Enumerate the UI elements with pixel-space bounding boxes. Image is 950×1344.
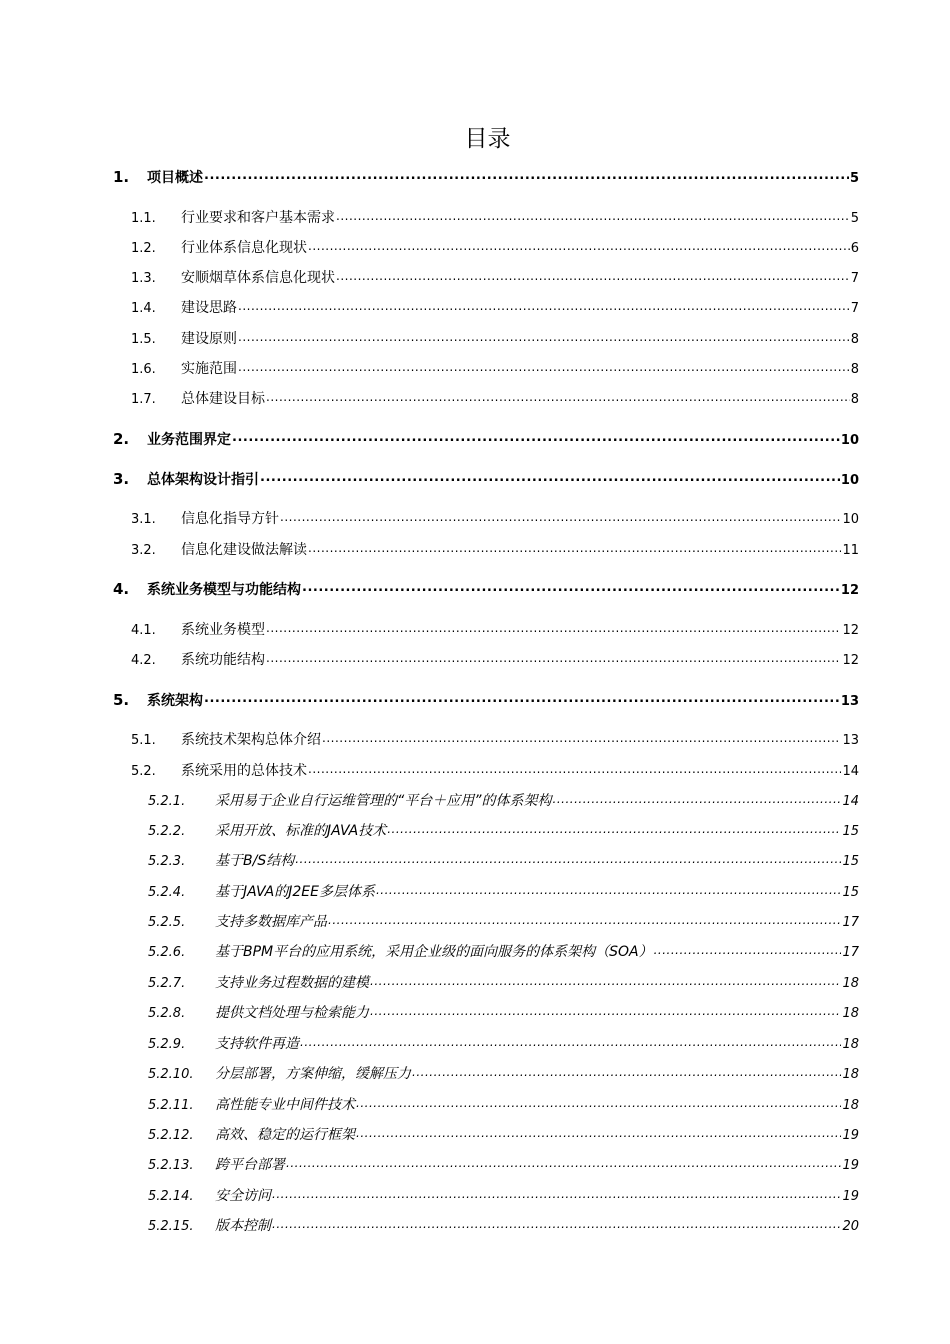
dot-leader xyxy=(336,268,850,282)
dot-leader xyxy=(266,389,850,403)
toc-entry[interactable] xyxy=(148,911,859,931)
toc-entry[interactable] xyxy=(148,1002,859,1022)
toc-entry-page: 7 xyxy=(850,301,859,316)
toc-entry-page: 5 xyxy=(849,171,859,186)
toc-entry-number: 5.2.14. xyxy=(148,1189,194,1204)
dot-leader xyxy=(286,1155,841,1169)
dot-leader xyxy=(204,691,840,705)
toc-entry[interactable] xyxy=(131,649,859,669)
toc-entry-label: 系统业务模型 xyxy=(181,622,265,638)
toc-entry-number: 1.2. xyxy=(131,241,156,256)
toc-entry-label: 采用开放、标准的JAVA技术 xyxy=(215,823,387,839)
dot-leader xyxy=(308,761,841,775)
toc-entry[interactable] xyxy=(148,790,859,810)
toc-entry-number: 5.2.4. xyxy=(148,885,186,900)
toc-entry[interactable] xyxy=(148,1154,859,1174)
toc-entry-page: 15 xyxy=(842,854,859,869)
toc-entry-page: 8 xyxy=(850,362,859,377)
toc-entry-number: 5.2.13. xyxy=(148,1158,194,1173)
toc-entry-page: 12 xyxy=(842,623,859,638)
toc-entry-number: 5.2.15. xyxy=(148,1219,194,1234)
toc-entry-page: 18 xyxy=(842,976,859,991)
dot-leader xyxy=(328,912,841,926)
dot-leader xyxy=(412,1064,841,1078)
toc-entry-label: 行业体系信息化现状 xyxy=(181,240,307,256)
toc-entry-page: 13 xyxy=(842,733,859,748)
toc-entry[interactable] xyxy=(148,1124,859,1144)
toc-entry-page: 13 xyxy=(840,694,859,709)
toc-entry-page: 10 xyxy=(840,473,859,488)
toc-entry-label: 系统功能结构 xyxy=(181,652,265,668)
toc-entry-number: 5.2. xyxy=(131,764,156,779)
dot-leader xyxy=(272,1216,841,1230)
toc-entry-page: 12 xyxy=(840,583,859,598)
toc-entry-label: 项目概述 xyxy=(147,170,203,186)
toc-entry[interactable] xyxy=(113,469,859,489)
toc-entry-number: 1.7. xyxy=(131,392,156,407)
toc-entry-label: 支持业务过程数据的建模 xyxy=(215,975,369,991)
toc-entry-number: 1.5. xyxy=(131,332,156,347)
dot-leader xyxy=(336,208,850,222)
toc-entry-page: 14 xyxy=(842,794,859,809)
toc-entry-page: 10 xyxy=(840,433,859,448)
toc-entry-number: 1.6. xyxy=(131,362,156,377)
dot-leader xyxy=(322,730,841,744)
toc-entry-number: 5.2.12. xyxy=(148,1128,194,1143)
toc-entry-number: 4.1. xyxy=(131,623,156,638)
toc-entry-number: 5.2.5. xyxy=(148,915,186,930)
toc-entry-number: 1. xyxy=(113,168,130,186)
toc-entry-label: 业务范围界定 xyxy=(147,432,231,448)
toc-entry-page: 6 xyxy=(850,241,859,256)
toc-entry-label: 建设原则 xyxy=(181,331,237,347)
toc-entry[interactable] xyxy=(148,820,859,840)
toc-entry-number: 5.2.9. xyxy=(148,1037,186,1052)
dot-leader xyxy=(238,329,850,343)
toc-entry[interactable] xyxy=(131,328,859,348)
toc-entry-page: 19 xyxy=(842,1128,859,1143)
toc-entry-number: 1.3. xyxy=(131,271,156,286)
toc-entry-page: 11 xyxy=(842,543,859,558)
toc-entry[interactable] xyxy=(113,579,859,599)
toc-entry-page: 19 xyxy=(842,1158,859,1173)
dot-leader xyxy=(356,1095,841,1109)
toc-entry[interactable] xyxy=(148,1185,859,1205)
dot-leader xyxy=(280,509,841,523)
toc-entry-page: 12 xyxy=(842,653,859,668)
dot-leader xyxy=(308,540,841,554)
dot-leader xyxy=(204,168,849,182)
toc-entry-number: 5.2.6. xyxy=(148,945,186,960)
toc-entry-page: 18 xyxy=(842,1098,859,1113)
dot-leader xyxy=(232,430,840,444)
toc-entry[interactable] xyxy=(113,429,859,449)
toc-entry-label: 系统架构 xyxy=(147,693,203,709)
toc-entry-label: 系统技术架构总体介绍 xyxy=(181,732,321,748)
toc-entry-label: 高性能专业中间件技术 xyxy=(215,1097,355,1113)
toc-entry-page: 20 xyxy=(842,1219,859,1234)
toc-entry[interactable] xyxy=(131,237,859,257)
toc-entry-label: 版本控制 xyxy=(215,1218,271,1234)
toc-entry[interactable] xyxy=(131,297,859,317)
dot-leader xyxy=(238,298,850,312)
toc-entry[interactable] xyxy=(131,760,859,780)
toc-entry-label: 总体建设目标 xyxy=(181,391,265,407)
dot-leader xyxy=(260,470,840,484)
toc-entry[interactable] xyxy=(148,881,859,901)
toc-entry-label: 基于BPM平台的应用系统，采用企业级的面向服务的体系架构（SOA） xyxy=(215,944,653,960)
toc-entry-page: 8 xyxy=(850,392,859,407)
toc-entry-label: 行业要求和客户基本需求 xyxy=(181,210,335,226)
toc-entry[interactable] xyxy=(148,972,859,992)
toc-entry[interactable] xyxy=(131,508,859,528)
toc-entry[interactable] xyxy=(131,619,859,639)
toc-entry[interactable] xyxy=(131,207,859,227)
toc-entry[interactable] xyxy=(131,539,859,559)
toc-entry-label: 信息化建设做法解读 xyxy=(181,542,307,558)
toc-entry[interactable] xyxy=(131,729,859,749)
toc-entry-page: 14 xyxy=(842,764,859,779)
toc-entry-number: 3. xyxy=(113,470,130,488)
toc-title: 目录 xyxy=(464,126,511,152)
toc-entry[interactable] xyxy=(131,267,859,287)
toc-entry-label: 建设思路 xyxy=(181,300,237,316)
toc-entry[interactable] xyxy=(113,690,859,710)
toc-entry-number: 5.1. xyxy=(131,733,156,748)
toc-entry-number: 3.2. xyxy=(131,543,156,558)
toc-entry-page: 15 xyxy=(842,885,859,900)
toc-entry-page: 7 xyxy=(850,271,859,286)
dot-leader xyxy=(302,580,840,594)
toc-entry-label: 提供文档处理与检索能力 xyxy=(215,1005,369,1021)
toc-entry[interactable] xyxy=(148,1094,859,1114)
toc-entry[interactable] xyxy=(148,1033,859,1053)
toc-entry-label: 基于JAVA的J2EE多层体系 xyxy=(215,884,375,900)
toc-entry-number: 1.1. xyxy=(131,211,156,226)
toc-entry-number: 5.2.10. xyxy=(148,1067,194,1082)
toc-entry[interactable] xyxy=(113,167,859,187)
toc-entry[interactable] xyxy=(148,1063,859,1083)
toc-entry-page: 10 xyxy=(842,512,859,527)
toc-entry-label: 分层部署，方案伸缩，缓解压力 xyxy=(215,1066,411,1082)
toc-entry-number: 4. xyxy=(113,580,130,598)
toc-entry-label: 支持软件再造 xyxy=(215,1036,299,1052)
toc-entry-number: 1.4. xyxy=(131,301,156,316)
toc-entry-number: 5.2.3. xyxy=(148,854,186,869)
dot-leader xyxy=(553,791,842,805)
dot-leader xyxy=(266,620,841,634)
toc-entry-label: 信息化指导方针 xyxy=(181,511,279,527)
dot-leader xyxy=(356,1125,841,1139)
dot-leader xyxy=(376,882,842,896)
toc-entry-label: 基于B/S结构 xyxy=(215,853,295,869)
toc-entry-page: 8 xyxy=(850,332,859,347)
toc-entry-page: 18 xyxy=(842,1037,859,1052)
toc-entry-page: 18 xyxy=(842,1006,859,1021)
toc-entry-label: 跨平台部署 xyxy=(215,1157,285,1173)
toc-entry[interactable] xyxy=(148,1215,859,1235)
dot-leader xyxy=(238,359,850,373)
toc-entry-page: 17 xyxy=(842,915,859,930)
toc-entry-number: 5.2.2. xyxy=(148,824,186,839)
dot-leader xyxy=(370,973,841,987)
toc-entry-number: 4.2. xyxy=(131,653,156,668)
toc-entry[interactable] xyxy=(131,388,859,408)
dot-leader xyxy=(387,821,841,835)
dot-leader xyxy=(266,650,841,664)
toc-entry-label: 支持多数据库产品 xyxy=(215,914,327,930)
dot-leader xyxy=(295,851,841,865)
toc-entry-number: 5.2.8. xyxy=(148,1006,186,1021)
toc-entry-page: 17 xyxy=(842,945,859,960)
toc-entry-number: 5.2.11. xyxy=(148,1098,194,1113)
toc-entry-label: 采用易于企业自行运维管理的“平台＋应用”的体系架构 xyxy=(215,793,552,809)
toc-entry-label: 总体架构设计指引 xyxy=(147,472,259,488)
dot-leader xyxy=(308,238,850,252)
dot-leader xyxy=(300,1034,841,1048)
toc-entry-number: 5.2.1. xyxy=(148,794,186,809)
toc-entry-label: 系统业务模型与功能结构 xyxy=(147,582,301,598)
toc-entry[interactable] xyxy=(131,358,859,378)
toc-entry-label: 实施范围 xyxy=(181,361,237,377)
toc-entry-number: 5.2.7. xyxy=(148,976,186,991)
dot-leader xyxy=(654,942,842,956)
toc-entry-number: 5. xyxy=(113,691,130,709)
toc-entry-number: 2. xyxy=(113,430,130,448)
toc-entry-label: 高效、稳定的运行框架 xyxy=(215,1127,355,1143)
toc-entry-page: 18 xyxy=(842,1067,859,1082)
toc-entry-label: 安顺烟草体系信息化现状 xyxy=(181,270,335,286)
dot-leader xyxy=(272,1186,841,1200)
toc-entry-number: 3.1. xyxy=(131,512,156,527)
toc-entry-page: 19 xyxy=(842,1189,859,1204)
toc-entry-label: 系统采用的总体技术 xyxy=(181,763,307,779)
toc-entry-page: 5 xyxy=(850,211,859,226)
toc-entry[interactable] xyxy=(148,941,859,961)
dot-leader xyxy=(370,1003,841,1017)
toc-entry-label: 安全访问 xyxy=(215,1188,271,1204)
toc-entry[interactable] xyxy=(148,850,859,870)
toc-entry-page: 15 xyxy=(842,824,859,839)
